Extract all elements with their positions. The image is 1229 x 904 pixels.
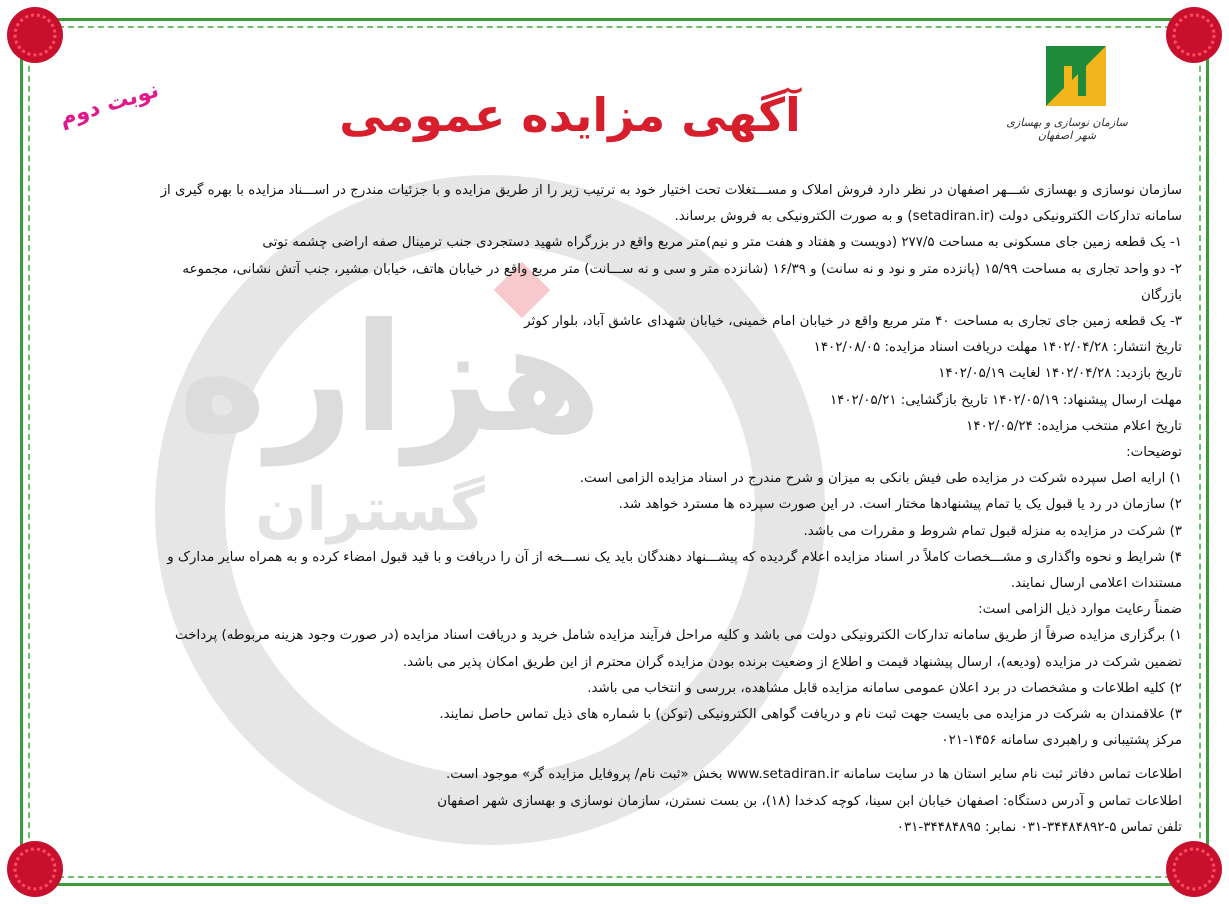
body-line: ۳- یک قطعه زمین جای تجاری به مساحت ۴۰ متر مربع واقع در خیابان امام خمینی، خیابان شهدای عاشق آباد، بلوار کوثر xyxy=(524,314,1182,330)
body-line: تاریخ بازدید: ۱۴۰۲/۰۴/۲۸ لغایت ۱۴۰۲/۰۵/۱۹ xyxy=(938,366,1182,382)
body-line: مهلت ارسال پیشنهاد: ۱۴۰۲/۰۵/۱۹ تاریخ بازگشایی: ۱۴۰۲/۰۵/۲۱ xyxy=(829,392,1182,408)
watermark-main-text: هزاره xyxy=(178,292,602,466)
body-line: ضمناً رعایت موارد ذیل الزامی است: xyxy=(978,602,1182,618)
organization-logo-text: سازمان نوسازی و بهسازی شهر اصفهان xyxy=(1006,116,1128,142)
corner-ornament-icon xyxy=(1163,838,1225,900)
body-line: تاریخ اعلام منتخب مزایده: ۱۴۰۲/۰۵/۲۴ xyxy=(966,418,1182,434)
body-line: سازمان نوسازی و بهسازی شـــهر اصفهان در نظر دارد فروش املاک و مســـتغلات تحت اختیار خود به ترتیب زیر را از طریق مزایده و با جزئیات مندرج در اســـناد مزایده با بهره گیری از xyxy=(160,183,1182,198)
body-line: ۳) علاقمندان به شرکت در مزایده می بایست جهت ثبت نام و دریافت گواهی الکترونیکی (توکن) با شماره های ذیل تماس حاصل نمایند. xyxy=(439,707,1182,723)
body-line: توضیحات: xyxy=(1126,445,1182,461)
body-line: ۱) برگزاری مزایده صرفاً از طریق سامانه تدارکات الکترونیکی دولت می باشد و کلیه مراحل فرآیند مزایده شامل خرید و دریافت اسناد مزایده (در صورت وجود هزینه مربوطه) پرداخت xyxy=(175,628,1182,644)
body-line: تضمین شرکت در مزایده (ودیعه)، ارسال پیشنهاد قیمت و اطلاع از وضعیت برنده بودن مزایده گران محترم از این طریق امکان پذیر می باشد. xyxy=(402,654,1182,670)
corner-ornament-icon xyxy=(1163,4,1225,66)
footer-line: تلفن تماس ۵-۳۴۴۸۴۸۹۲-۰۳۱ نمابر: ۳۴۴۸۴۸۹۵-۰۳۱ xyxy=(896,819,1182,835)
body-line: ۳) شرکت در مزایده به منزله قبول تمام شروط و مقررات می باشد. xyxy=(803,523,1182,539)
body-line: ۲) کلیه اطلاعات و مشخصات در برد اعلان عمومی سامانه مزایده قابل مشاهده، بررسی و انتخاب می باشد. xyxy=(587,680,1182,696)
body-line: ۲- دو واحد تجاری به مساحت ۱۵/۹۹ (پانزده متر و نود و نه سانت) و ۱۶/۳۹ (شانزده متر و سی و نه ســـانت) متر مربع واقع در خیابان هاتف، خیابان مشیر، جنب آتش نشانی، مجموعه xyxy=(182,261,1182,277)
corner-ornament-icon xyxy=(4,838,66,900)
footer-line: اطلاعات تماس و آدرس دستگاه: اصفهان خیابان ابن سینا، کوچه کدخدا (۱۸)، بن بست نسترن، سازمان نوسازی و بهسازی شهر اصفهان xyxy=(437,793,1182,809)
round-label: نوبت دوم xyxy=(56,77,162,132)
body-line: ۴) شرایط و نحوه واگذاری و مشـــخصات کاملاً در اسناد مزایده اعلام گردیده که پیشـــنهاد دهندگان باید یک نســـخه از آن را دریافت و با قید قبول امضاء کرده و به همراه سایر مدارک و xyxy=(167,549,1182,565)
watermark-sub-text: گستران xyxy=(255,475,485,545)
body-line: بازرگان xyxy=(1140,287,1182,303)
body-line: ۱- یک قطعه زمین جای مسکونی به مساحت ۲۷۷/۵ (دویست و هفتاد و هفت متر و نیم)متر مربع واقع در بزرگراه شهید دستجردی جنب ترمینال صفه اراضی چشمه توتی xyxy=(262,235,1182,251)
announcement-body xyxy=(52,178,1182,841)
body-line: مستندات اعلامی ارسال نمایند. xyxy=(1010,576,1182,592)
corner-ornament-icon xyxy=(4,4,66,66)
body-line: مرکز پشتیبانی و راهبردی سامانه ۱۴۵۶-۰۲۱ xyxy=(941,733,1182,749)
body-line: تاریخ انتشار: ۱۴۰۲/۰۴/۲۸ مهلت دریافت اسناد مزایده: ۱۴۰۲/۰۸/۰۵ xyxy=(813,340,1182,356)
page-title: آگهی مزایده عمومی xyxy=(339,88,801,142)
spacer xyxy=(52,754,1182,762)
body-line: سامانه تدارکات الکترونیکی دولت (setadiran.ir) و به صورت الکترونیکی به فروش برساند. xyxy=(674,209,1182,225)
body-line: ۲) سازمان در رد یا قبول یک یا تمام پیشنهادها مختار است. در این صورت سپرده ها مسترد خواهد شد. xyxy=(618,497,1182,513)
body-line: ۱) ارایه اصل سپرده شرکت در مزایده طی فیش بانکی به میزان و شرح مندرج در اسناد مزایده الزامی است. xyxy=(579,471,1182,487)
footer-line: اطلاعات تماس دفاتر ثبت نام سایر استان ها در سایت سامانه www.setadiran.ir بخش «ثبت نام/ پروفایل مزایده گر» موجود است. xyxy=(445,767,1182,783)
